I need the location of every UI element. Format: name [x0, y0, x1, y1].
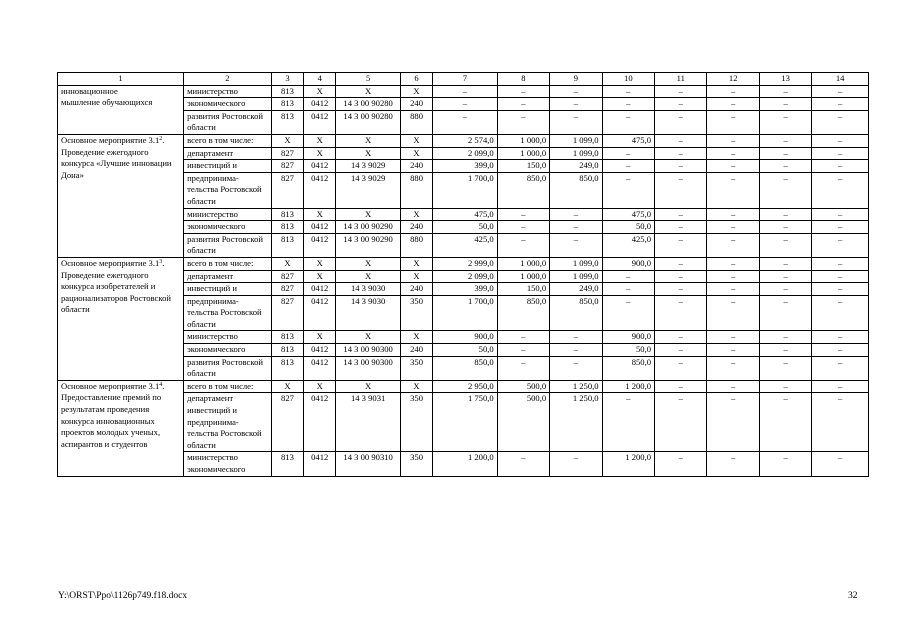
value-cell: – [497, 208, 549, 221]
value-cell: – [812, 380, 869, 393]
value-cell: – [655, 331, 707, 344]
value-cell: – [812, 208, 869, 221]
table-row [58, 257, 869, 270]
column-header: 14 [812, 73, 869, 86]
value-cell: – [655, 208, 707, 221]
value-cell: – [655, 221, 707, 234]
value-cell: – [759, 331, 811, 344]
value-cell: 850,0 [433, 356, 498, 380]
value-cell: X [304, 85, 336, 98]
value-cell: – [812, 98, 869, 111]
value-cell: 350 [400, 393, 432, 452]
value-cell: – [759, 380, 811, 393]
value-cell: 0412 [304, 283, 336, 296]
value-cell: – [655, 172, 707, 208]
value-cell: 813 [271, 233, 303, 257]
value-cell: – [550, 221, 602, 234]
table-row [58, 134, 869, 147]
value-cell: – [759, 295, 811, 331]
footer-page-number: 32 [848, 591, 858, 601]
value-cell: 1 000,0 [497, 147, 549, 160]
value-cell: – [655, 147, 707, 160]
value-cell: 240 [400, 221, 432, 234]
value-cell: – [655, 257, 707, 270]
value-cell: X [336, 208, 401, 221]
value-cell: – [759, 257, 811, 270]
value-cell: 50,0 [433, 344, 498, 357]
value-cell: – [655, 452, 707, 476]
value-cell: 500,0 [497, 393, 549, 452]
value-cell: 813 [271, 110, 303, 134]
value-cell: 1 250,0 [550, 393, 602, 452]
value-cell: 2 099,0 [433, 147, 498, 160]
value-cell: 14 3 00 90300 [336, 344, 401, 357]
value-cell: X [304, 147, 336, 160]
value-cell: – [655, 380, 707, 393]
value-cell: 827 [271, 283, 303, 296]
value-cell: – [707, 393, 759, 452]
value-cell: – [497, 233, 549, 257]
column-header: 12 [707, 73, 759, 86]
value-cell: 1 000,0 [497, 134, 549, 147]
value-cell: X [400, 134, 432, 147]
value-cell: 813 [271, 344, 303, 357]
value-cell: 0412 [304, 393, 336, 452]
executor-cell: предпринима-тельства Ростовской области [184, 172, 272, 208]
value-cell: 14 3 00 90290 [336, 233, 401, 257]
value-cell: – [759, 393, 811, 452]
value-cell: 880 [400, 110, 432, 134]
value-cell: – [550, 208, 602, 221]
value-cell: 0412 [304, 233, 336, 257]
value-cell: 14 3 00 90300 [336, 356, 401, 380]
column-header: 10 [602, 73, 654, 86]
value-cell: – [497, 356, 549, 380]
value-cell: 1 000,0 [497, 270, 549, 283]
value-cell: – [759, 147, 811, 160]
value-cell: – [550, 85, 602, 98]
value-cell: 240 [400, 283, 432, 296]
value-cell: – [497, 98, 549, 111]
value-cell: 813 [271, 98, 303, 111]
value-cell: – [497, 110, 549, 134]
value-cell: 813 [271, 356, 303, 380]
value-cell: – [707, 160, 759, 173]
value-cell: – [655, 283, 707, 296]
value-cell: – [812, 233, 869, 257]
value-cell: 0412 [304, 295, 336, 331]
value-cell: 0412 [304, 110, 336, 134]
value-cell: – [812, 257, 869, 270]
value-cell: – [759, 356, 811, 380]
value-cell: – [707, 295, 759, 331]
value-cell: 0412 [304, 344, 336, 357]
value-cell: 240 [400, 98, 432, 111]
value-cell: – [602, 393, 654, 452]
value-cell: 1 700,0 [433, 295, 498, 331]
value-cell: – [759, 160, 811, 173]
value-cell: 150,0 [497, 283, 549, 296]
column-header: 13 [759, 73, 811, 86]
column-header: 6 [400, 73, 432, 86]
value-cell: X [271, 257, 303, 270]
executor-cell: развития Ростовской области [184, 233, 272, 257]
value-cell: 1 250,0 [550, 380, 602, 393]
value-cell: 900,0 [602, 331, 654, 344]
value-cell: 50,0 [602, 221, 654, 234]
value-cell: – [759, 85, 811, 98]
value-cell: 14 3 00 90290 [336, 221, 401, 234]
column-header: 1 [58, 73, 184, 86]
value-cell: 1 099,0 [550, 134, 602, 147]
table-row [58, 85, 869, 98]
activity-title-text: инновационное мышление обучающихся [61, 85, 153, 108]
value-cell: 14 3 00 90280 [336, 110, 401, 134]
value-cell: – [812, 110, 869, 134]
value-cell: – [707, 208, 759, 221]
value-cell: – [707, 147, 759, 160]
value-cell: X [271, 380, 303, 393]
value-cell: X [336, 85, 401, 98]
value-cell: – [759, 344, 811, 357]
value-cell: 813 [271, 208, 303, 221]
value-cell: – [707, 134, 759, 147]
executor-cell: всего в том числе: [184, 134, 272, 147]
value-cell: – [707, 98, 759, 111]
value-cell: X [400, 331, 432, 344]
value-cell: 249,0 [550, 283, 602, 296]
value-cell: X [336, 380, 401, 393]
value-cell: X [304, 270, 336, 283]
value-cell: 14 3 9030 [336, 295, 401, 331]
activity-title: Основное мероприятие $3.1^2$. Проведение ежегодного конкурса «Лучшие инновации Дона» [58, 134, 184, 257]
value-cell: – [497, 85, 549, 98]
value-cell: 249,0 [550, 160, 602, 173]
executor-cell: инвестиций и [184, 283, 272, 296]
value-cell: – [812, 85, 869, 98]
value-cell: 1 700,0 [433, 172, 498, 208]
value-cell: 350 [400, 295, 432, 331]
value-cell: 1 000,0 [497, 257, 549, 270]
header-row [58, 73, 869, 86]
value-cell: 2 999,0 [433, 257, 498, 270]
value-cell: – [433, 110, 498, 134]
value-cell: – [550, 344, 602, 357]
value-cell: – [707, 110, 759, 134]
value-cell: – [655, 98, 707, 111]
value-cell: – [759, 172, 811, 208]
value-cell: – [655, 270, 707, 283]
value-cell: – [812, 160, 869, 173]
value-cell: 827 [271, 295, 303, 331]
value-cell: – [812, 356, 869, 380]
value-cell: 399,0 [433, 283, 498, 296]
value-cell: 0412 [304, 452, 336, 476]
value-cell: – [759, 134, 811, 147]
value-cell: – [602, 85, 654, 98]
executor-cell: министерство [184, 208, 272, 221]
value-cell: 1 200,0 [602, 380, 654, 393]
value-cell: – [707, 344, 759, 357]
value-cell: – [707, 380, 759, 393]
value-cell: 900,0 [433, 331, 498, 344]
executor-cell: развития Ростовской области [184, 110, 272, 134]
value-cell: – [497, 452, 549, 476]
value-cell: – [812, 344, 869, 357]
value-cell: 240 [400, 344, 432, 357]
value-cell: – [759, 110, 811, 134]
value-cell: 150,0 [497, 160, 549, 173]
column-header: 8 [497, 73, 549, 86]
value-cell: 1 200,0 [433, 452, 498, 476]
value-cell: – [812, 331, 869, 344]
value-cell: – [707, 270, 759, 283]
value-cell: 813 [271, 452, 303, 476]
value-cell: – [812, 147, 869, 160]
value-cell: 14 3 9031 [336, 393, 401, 452]
value-cell: – [812, 172, 869, 208]
value-cell: – [655, 110, 707, 134]
value-cell: 0412 [304, 98, 336, 111]
value-cell: – [707, 172, 759, 208]
value-cell: 1 200,0 [602, 452, 654, 476]
executor-cell: развития Ростовской области [184, 356, 272, 380]
value-cell: 475,0 [602, 134, 654, 147]
value-cell: X [336, 257, 401, 270]
column-header: 3 [271, 73, 303, 86]
value-cell: X [336, 134, 401, 147]
column-header: 5 [336, 73, 401, 86]
value-cell: – [707, 233, 759, 257]
value-cell: X [304, 134, 336, 147]
value-cell: 850,0 [550, 295, 602, 331]
value-cell: – [707, 452, 759, 476]
value-cell: 850,0 [550, 172, 602, 208]
value-cell: – [812, 393, 869, 452]
value-cell: – [655, 160, 707, 173]
footer-file-path: Y:\ORST\Ppo\1126p749.f18.docx [58, 591, 188, 601]
value-cell: – [602, 110, 654, 134]
value-cell: – [812, 283, 869, 296]
value-cell: 0412 [304, 221, 336, 234]
value-cell: 850,0 [602, 356, 654, 380]
value-cell: 475,0 [433, 208, 498, 221]
value-cell: – [433, 85, 498, 98]
value-cell: 14 3 9029 [336, 172, 401, 208]
value-cell: – [707, 221, 759, 234]
value-cell: – [759, 283, 811, 296]
value-cell: 813 [271, 331, 303, 344]
value-cell: – [602, 283, 654, 296]
value-cell: – [655, 344, 707, 357]
value-cell: – [759, 98, 811, 111]
column-header: 2 [184, 73, 272, 86]
value-cell: X [336, 147, 401, 160]
value-cell: – [812, 221, 869, 234]
executor-cell: экономического [184, 344, 272, 357]
value-cell: – [550, 98, 602, 111]
value-cell: – [707, 356, 759, 380]
value-cell: 827 [271, 393, 303, 452]
value-cell: X [336, 331, 401, 344]
value-cell: X [304, 331, 336, 344]
value-cell: – [550, 233, 602, 257]
executor-cell: предпринима-тельства Ростовской области [184, 295, 272, 331]
executor-cell: министерство [184, 331, 272, 344]
value-cell: – [759, 270, 811, 283]
value-cell: 827 [271, 160, 303, 173]
value-cell: – [550, 331, 602, 344]
value-cell: X [400, 257, 432, 270]
value-cell: – [812, 452, 869, 476]
value-cell: – [497, 344, 549, 357]
value-cell: – [602, 147, 654, 160]
value-cell: X [400, 380, 432, 393]
column-header: 9 [550, 73, 602, 86]
executor-cell: министерство экономического [184, 452, 272, 476]
value-cell: X [271, 134, 303, 147]
executor-cell: всего в том числе: [184, 257, 272, 270]
value-cell: 880 [400, 172, 432, 208]
value-cell: 14 3 00 90280 [336, 98, 401, 111]
value-cell: – [759, 233, 811, 257]
value-cell: 14 3 9030 [336, 283, 401, 296]
value-cell: X [304, 208, 336, 221]
value-cell: 14 3 00 90310 [336, 452, 401, 476]
value-cell: 2 574,0 [433, 134, 498, 147]
value-cell: 900,0 [602, 257, 654, 270]
value-cell: X [400, 85, 432, 98]
column-header: 11 [655, 73, 707, 86]
value-cell: 0412 [304, 356, 336, 380]
value-cell: – [655, 393, 707, 452]
value-cell: 500,0 [497, 380, 549, 393]
executor-cell: экономического [184, 98, 272, 111]
value-cell: – [497, 221, 549, 234]
value-cell: 813 [271, 85, 303, 98]
value-cell: – [655, 356, 707, 380]
value-cell: – [655, 233, 707, 257]
value-cell: – [759, 208, 811, 221]
value-cell: 1 099,0 [550, 257, 602, 270]
value-cell: – [602, 270, 654, 283]
value-cell: – [497, 331, 549, 344]
value-cell: – [602, 172, 654, 208]
value-cell: 425,0 [433, 233, 498, 257]
value-cell: 827 [271, 172, 303, 208]
value-cell: – [550, 452, 602, 476]
value-cell: 350 [400, 356, 432, 380]
value-cell: X [304, 257, 336, 270]
executor-cell: департамент [184, 270, 272, 283]
column-header: 4 [304, 73, 336, 86]
value-cell: – [707, 257, 759, 270]
activity-title: Основное мероприятие $3.1^3$. Проведение ежегодного конкурса изобретателей и рационализаторов Ростовской области [58, 257, 184, 380]
value-cell: – [550, 356, 602, 380]
column-header: 7 [433, 73, 498, 86]
value-cell: 1 750,0 [433, 393, 498, 452]
value-cell: 475,0 [602, 208, 654, 221]
value-cell: 14 3 9029 [336, 160, 401, 173]
value-cell: – [550, 110, 602, 134]
value-cell: – [707, 283, 759, 296]
value-cell: – [759, 221, 811, 234]
value-cell: – [812, 295, 869, 331]
value-cell: X [336, 270, 401, 283]
value-cell: 880 [400, 233, 432, 257]
executor-cell: министерство [184, 85, 272, 98]
value-cell: 2 099,0 [433, 270, 498, 283]
value-cell: – [707, 85, 759, 98]
value-cell: 350 [400, 452, 432, 476]
executor-cell: экономического [184, 221, 272, 234]
value-cell: 399,0 [433, 160, 498, 173]
value-cell: – [655, 85, 707, 98]
value-cell: – [812, 270, 869, 283]
value-cell: 813 [271, 221, 303, 234]
executor-cell: всего в том числе: [184, 380, 272, 393]
budget-table [57, 72, 869, 477]
value-cell: X [304, 380, 336, 393]
value-cell: 50,0 [433, 221, 498, 234]
value-cell: X [400, 270, 432, 283]
executor-cell: департамент [184, 147, 272, 160]
value-cell: 1 099,0 [550, 270, 602, 283]
activity-title [58, 85, 184, 134]
value-cell: – [759, 452, 811, 476]
value-cell: 240 [400, 160, 432, 173]
value-cell: 1 099,0 [550, 147, 602, 160]
value-cell: X [400, 147, 432, 160]
value-cell: 827 [271, 270, 303, 283]
value-cell: 827 [271, 147, 303, 160]
activity-title: Основное мероприятие $3.1^4$. Предоставление премий по результатам проведения конкурса инновационных проектов молодых ученых, аспирантов и студентов [58, 380, 184, 476]
value-cell: – [602, 98, 654, 111]
value-cell: – [433, 98, 498, 111]
value-cell: 850,0 [497, 295, 549, 331]
value-cell: – [812, 134, 869, 147]
value-cell: X [400, 208, 432, 221]
value-cell: 2 950,0 [433, 380, 498, 393]
table-row [58, 380, 869, 393]
value-cell: 425,0 [602, 233, 654, 257]
value-cell: – [602, 160, 654, 173]
executor-cell: инвестиций и [184, 160, 272, 173]
value-cell: 850,0 [497, 172, 549, 208]
value-cell: 0412 [304, 160, 336, 173]
value-cell: 0412 [304, 172, 336, 208]
value-cell: – [655, 295, 707, 331]
executor-cell: департамент инвестиций и предпринима-тельства Ростовской области [184, 393, 272, 452]
value-cell: – [602, 295, 654, 331]
value-cell: – [707, 331, 759, 344]
value-cell: – [655, 134, 707, 147]
value-cell: 50,0 [602, 344, 654, 357]
